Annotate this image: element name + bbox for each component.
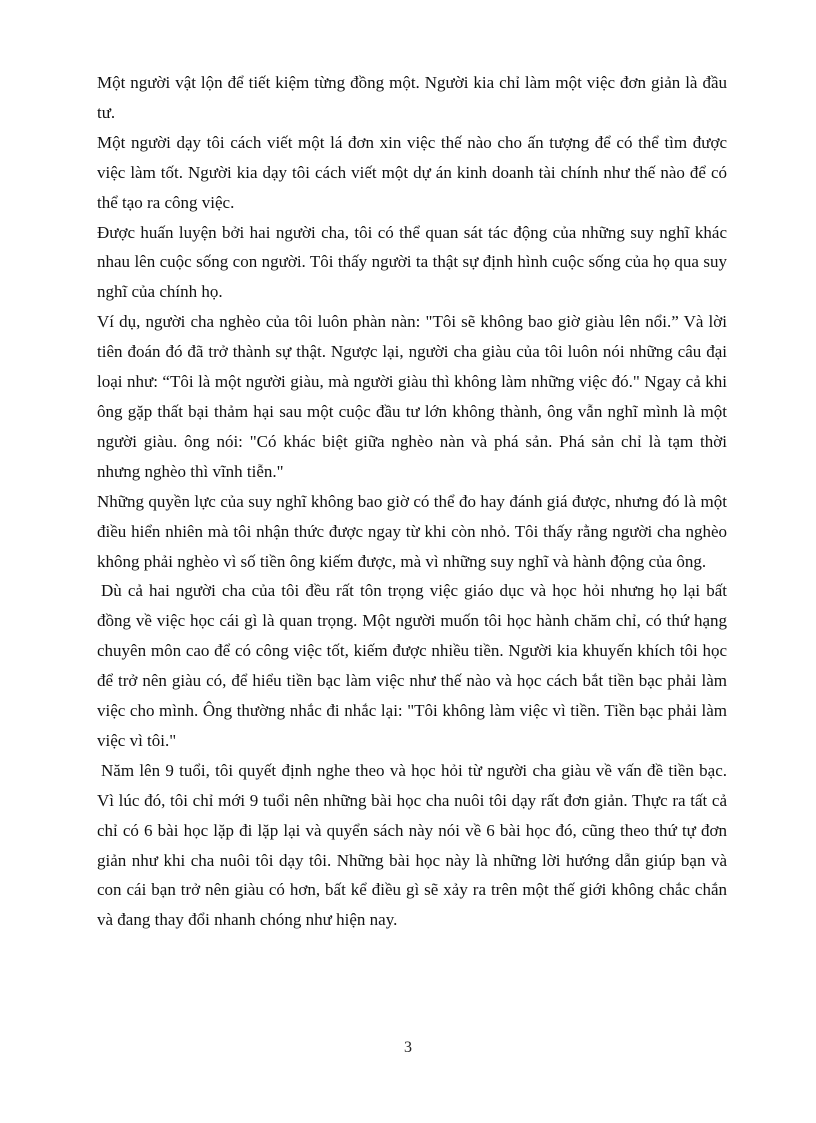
paragraph-5: Những quyền lực của suy nghĩ không bao giờ có thể đo hay đánh giá được, nhưng đó là một điều hiển nhiên mà tôi nhận thức được ngay từ khi còn nhỏ. Tôi thấy rằng người cha nghèo không phải nghèo vì số tiền ông kiếm được, mà vì những suy nghĩ và hành động của ông. (97, 491, 727, 571)
paragraph-3: Được huấn luyện bởi hai người cha, tôi có thể quan sát tác động của những suy nghĩ khác nhau lên cuộc sống con người. Tôi thấy người ta thật sự định hình cuộc sống của họ qua suy nghĩ của chính họ. (97, 222, 727, 302)
paragraph-7: Năm lên 9 tuổi, tôi quyết định nghe theo và học hỏi từ người cha giàu về vấn đề tiền bạc. Vì lúc đó, tôi chỉ mới 9 tuổi nên những bài học cha nuôi tôi dạy rất đơn giản. Thực ra tất cả chỉ có 6 bài học lặp đi lặp lại và quyển sách này nói về 6 bài học đó, cũng theo thứ tự đơn giản như khi cha nuôi tôi dạy tôi. Những bài học này là những lời hướng dẫn giúp bạn và con cái bạn trở nên giàu có hơn, bất kể điều gì sẽ xảy ra trên một thế giới không chắc chắn và đang thay đổi nhanh chóng như hiện nay. (97, 760, 727, 930)
page-number: 3 (404, 1039, 412, 1056)
paragraph-6: Dù cả hai người cha của tôi đều rất tôn trọng việc giáo dục và học hỏi nhưng họ lại bất đồng về việc học cái gì là quan trọng. Một người muốn tôi học hành chăm chỉ, có thứ hạng chuyên môn cao để có công việc tốt, kiếm được nhiều tiền. Người kia khuyến khích tôi học để trở nên giàu có, để hiểu tiền bạc làm việc như thế nào và học cách bắt tiền bạc phải làm việc cho mình. Ông thường nhắc đi nhắc lại: "Tôi không làm việc vì tiền. Tiền bạc phải làm việc vì tôi." (97, 581, 727, 750)
paragraph-4: Ví dụ, người cha nghèo của tôi luôn phàn nàn: "Tôi sẽ không bao giờ giàu lên nổi.” Và lời tiên đoán đó đã trở thành sự thật. Ngược lại, người cha giàu của tôi luôn nói những câu đại loại như: “Tôi là một người giàu, mà người giàu thì không làm những việc đó." Ngay cả khi ông gặp thất bại thảm hại sau một cuộc đầu tư lớn không thành, ông vẫn nghĩ mình là một người giàu. ông nói: "Có khác biệt giữa nghèo nàn và phá sản. Phá sản chỉ là tạm thời nhưng nghèo thì vĩnh tiễn." (97, 312, 727, 481)
paragraph-1: Một người vật lộn để tiết kiệm từng đồng một. Người kia chỉ làm một việc đơn giản là đầu tư. (97, 73, 727, 122)
paragraph-2: Một người dạy tôi cách viết một lá đơn xin việc thế nào cho ấn tượng để có thể tìm được việc làm tốt. Người kia dạy tôi cách viết một dự án kinh doanh tài chính như thế nào để có thể tạo ra công việc. (97, 132, 727, 212)
page-body-text (97, 68, 727, 935)
